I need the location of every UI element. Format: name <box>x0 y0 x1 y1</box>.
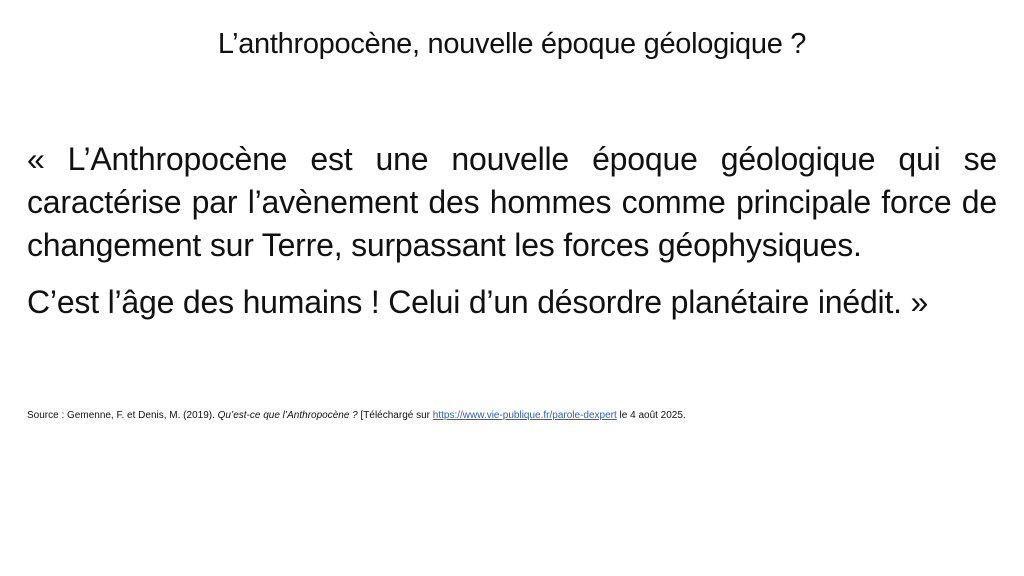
source-work-title: Qu’est-ce que l’Anthropocène ? <box>217 410 358 421</box>
source-middle: [Téléchargé sur <box>357 410 433 421</box>
source-link[interactable]: https://www.vie-publique.fr/parole-dexpert <box>432 410 617 421</box>
source-prefix: Source : Gemenne, F. et Denis, M. (2019). <box>27 410 218 421</box>
source-citation <box>27 409 1002 423</box>
quote-paragraph-2: C’est l’âge des humains ! Celui d’un désordre planétaire inédit. » <box>27 284 929 320</box>
quote-paragraph-1: « L’Anthropocène est une nouvelle époque géologique qui se caractérise par l’avènement des hommes comme principale force de changement sur Terre, surpassant les forces géophysiques. <box>27 141 997 263</box>
quote-body <box>27 138 997 324</box>
slide-title: L’anthropocène, nouvelle époque géologique ? <box>217 28 807 60</box>
source-suffix: le 4 août 2025. <box>616 410 686 421</box>
